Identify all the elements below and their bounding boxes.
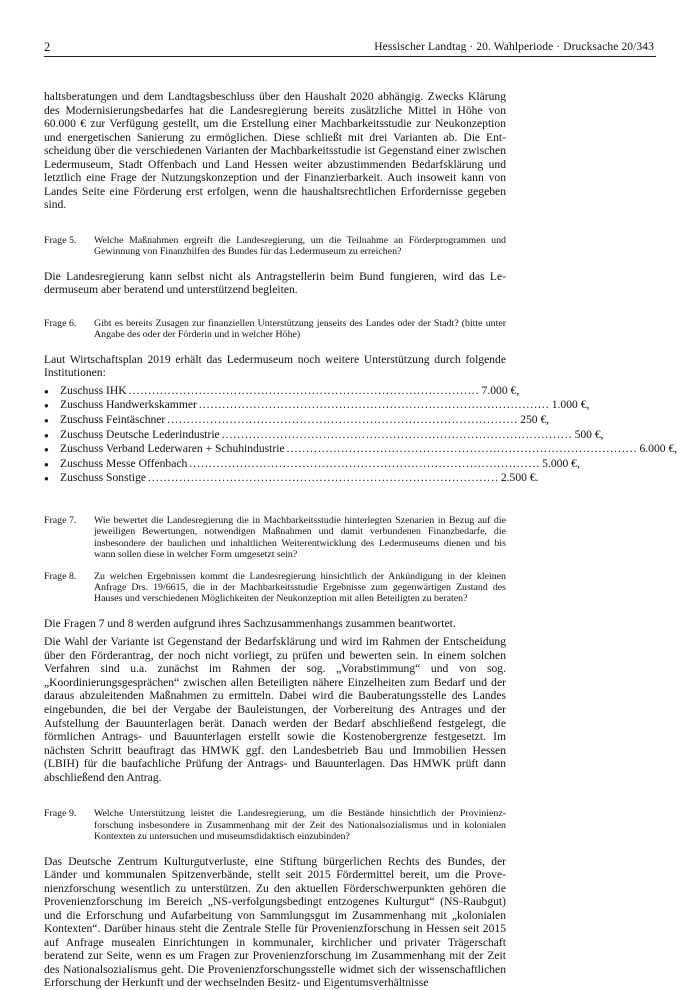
list-item: ● Zuschuss Verband Lederwaren + Schuhindustrie .......................................................................................... 6.000 €,: [44, 442, 678, 456]
answer-6-intro: Laut Wirtschaftsplan 2019 erhält das Ledermuseum noch weitere Unterstützung durch folgende Institutionen:: [44, 352, 506, 380]
question-label: Frage 5.: [44, 234, 77, 246]
question-label: Frage 9.: [44, 808, 77, 820]
answer-7-8-lead: Die Fragen 7 und 8 werden aufgrund ihres Sachzusammenhangs zusammen beantwortet.: [44, 616, 456, 630]
list-item: ● Zuschuss Messe Offenbach .......................................................................................... 5.000 €,: [44, 456, 580, 470]
page-number: 2: [44, 40, 51, 54]
intro-paragraph: haltsberatungen und dem Landtagsbeschluss über den Haushalt 2020 abhängig. Zwecks Klärung des Modernisierungsbedarfes hat die Landesregierung bereits zusätzliche Mittel in Höhe von 60.000 € zur Verfügung gestellt, um die Erstellung einer Machbarkeitsstudie zur Neukonzeption und energetischen Sanierung zu ermöglichen. Diese schließt mit drei Varianten ab. Die Entscheidung über die verschiedenen Varianten der Machbarkeitsstudie ist Gegenstand einer zwischen Ledermuseum, Stadt Offenbach und Land Hessen weiter abzustimmenden Bedarfsklärung und letztlich eine Frage der Nutzungskonzeption und der Finanzierbarkeit. Auch insoweit kann von Landes Seite eine Förderung erst erfolgen, wenn die haushaltsrechtlichen Erfordernisse gegeben sind.: [44, 90, 506, 212]
answer-7-8-body: Die Wahl der Variante ist Gegenstand der Bedarfsklärung und wird im Rahmen der Entscheidung über den Förderantrag, der noch nicht vorliegt, zu prüfen und bewerten sein. In einem solchen Verfahren sind u.a. zunächst im Rahmen der sog. „Vorabstimmung“ und von sog. „Koordinierungsgesprächen“ zwischen allen Beteiligten nähere Einzelheiten zum Bedarf und der daraus abzuleitenden Maßnahmen zu ermitteln. Dabei wird die Bauberatungsstelle des Landes eingebunden, die bei der Vergabe der Bauleistungen, der Vorbereitung des Antrages und der Aufstellung der Bauunterlagen berät. Danach werden der Bedarf abschließend festgelegt, die förmlichen Antrags- und Bauunterlagen erstellt sowie die Kostenobergrenze festgesetzt. Im nächsten Schritt beauftragt das HMWK ggf. den Landesbetrieb Bau und Immobilien Hessen (LBIH) für die baufachliche Prüfung der Antrags- und Bauunterlagen. Das HMWK prüft dann abschließend den Antrag.: [44, 635, 506, 784]
question-text: Welche Unterstützung leistet die Landesregierung, um die Bestände hinsichtlich der Provinienzforschung insbesondere in Zusammenhang mit der Zeit des Nationalsozialismus und in kolonialen Kontexten zu untersuchen und museumsdidaktisch einzubinden?: [94, 808, 506, 843]
list-item: ● Zuschuss Handwerkskammer .......................................................................................... 1.000 €,: [44, 398, 590, 412]
question-6: [44, 318, 506, 341]
running-title: Hessischer Landtag · 20. Wahlperiode · Drucksache 20/343: [374, 41, 654, 53]
question-text: Welche Maßnahmen ergreift die Landesregierung, um die Teilnahme an Förderprogrammen und Gewinnung von Finanzhilfen des Bundes für das Ledermuseum zu erreichen?: [94, 234, 506, 258]
question-text: Wie bewertet die Landesregierung die in Machbarkeitsstudie hinterlegten Szenarien in Bezug auf die jeweiligen Bewertungen, notwendigen Maßnahmen und damit verbundenen Finanzbedarfe, die insbesondere der baulichen und inhaltlichen Weiterentwicklung des Ledermuseums dienen und bis wann sollen diese in welcher Form umgesetzt sein?: [94, 514, 506, 561]
bullet-icon: ●: [44, 386, 49, 396]
page-content: [44, 90, 678, 990]
list-item: ● Zuschuss Feintäschner .......................................................................................... 250 €,: [44, 412, 550, 426]
bullet-icon: ●: [44, 415, 49, 425]
question-7: [44, 515, 506, 561]
list-item: ● Zuschuss IHK .......................................................................................... 7.000 €,: [44, 383, 520, 397]
bullet-icon: ●: [44, 401, 49, 411]
question-8: [44, 571, 506, 605]
bullet-icon: ●: [44, 474, 49, 484]
list-item: ● Zuschuss Sonstige .......................................................................................... 2.500 €.: [44, 471, 539, 485]
bullet-icon: ●: [44, 430, 49, 440]
question-label: Frage 7.: [44, 514, 77, 526]
list-item: ● Zuschuss Deutsche Lederindustrie .......................................................................................... 500 €,: [44, 427, 604, 441]
answer-5: Die Landesregierung kann selbst nicht als Antragstellerin beim Bund fungieren, wird das Ledermuseum aber beratend und unterstützend begleiten.: [44, 269, 506, 297]
funding-list: [44, 383, 678, 486]
question-text: Zu welchen Ergebnissen kommt die Landesregierung hinsichtlich der Ankündigung in der kleinen Anfrage Drs. 19/6615, die in der Machbarkeitsstudie Ergebnisse zum gegenwärtigen Zustand des Hauses und verschiedenen Möglichkeiten der Neukonzeption mit allen Beteiligten zu beraten?: [94, 570, 506, 605]
bullet-icon: ●: [44, 459, 49, 469]
answer-9: Das Deutsche Zentrum Kulturgutverluste, eine Stiftung bürgerlichen Rechts des Bundes, der Länder und kommunalen Spitzenverbände, stellt seit 2015 Fördermittel bereit, um die Provenienzforschung wesentlich zu unterstützen. Zu den aktuellen Förderschwerpunkten gehören die Provenienzforschung im Bereich „NS-verfolgungsbedingt entzogenes Kulturgut“ (NS-Raubgut) und die Erforschung und Aufarbeitung von Sammlungsgut im Zusammenhang mit „kolonialen Kontexten“. Darüber hinaus steht die Zentrale Stelle für Provenienzforschung in Hessen seit 2015 auf Anfrage musealen Einrichtungen in kommunaler, kirchlicher und privater Trägerschaft beratend zur Seite, wenn es um Fragen zur Provenienzforschung im Zusammenhang mit der Zeit des Nationalsozialismus geht. Die Provenienzforschungsstelle widmet sich der wissenschaftlichen Erforschung der Herkunft und der wechselnden Besitz- und Eigentumsverhältnisse: [44, 854, 506, 990]
question-5: [44, 235, 506, 258]
question-label: Frage 6.: [44, 317, 77, 329]
question-text: Gibt es bereits Zusagen zur finanziellen Unterstützung jenseits des Landes oder der Stadt? (bitte unter Angabe des oder der Förderin und in welcher Höhe): [94, 317, 506, 341]
page-header: [44, 40, 656, 57]
bullet-icon: ●: [44, 445, 49, 455]
question-9: [44, 808, 506, 842]
question-label: Frage 8.: [44, 570, 77, 582]
